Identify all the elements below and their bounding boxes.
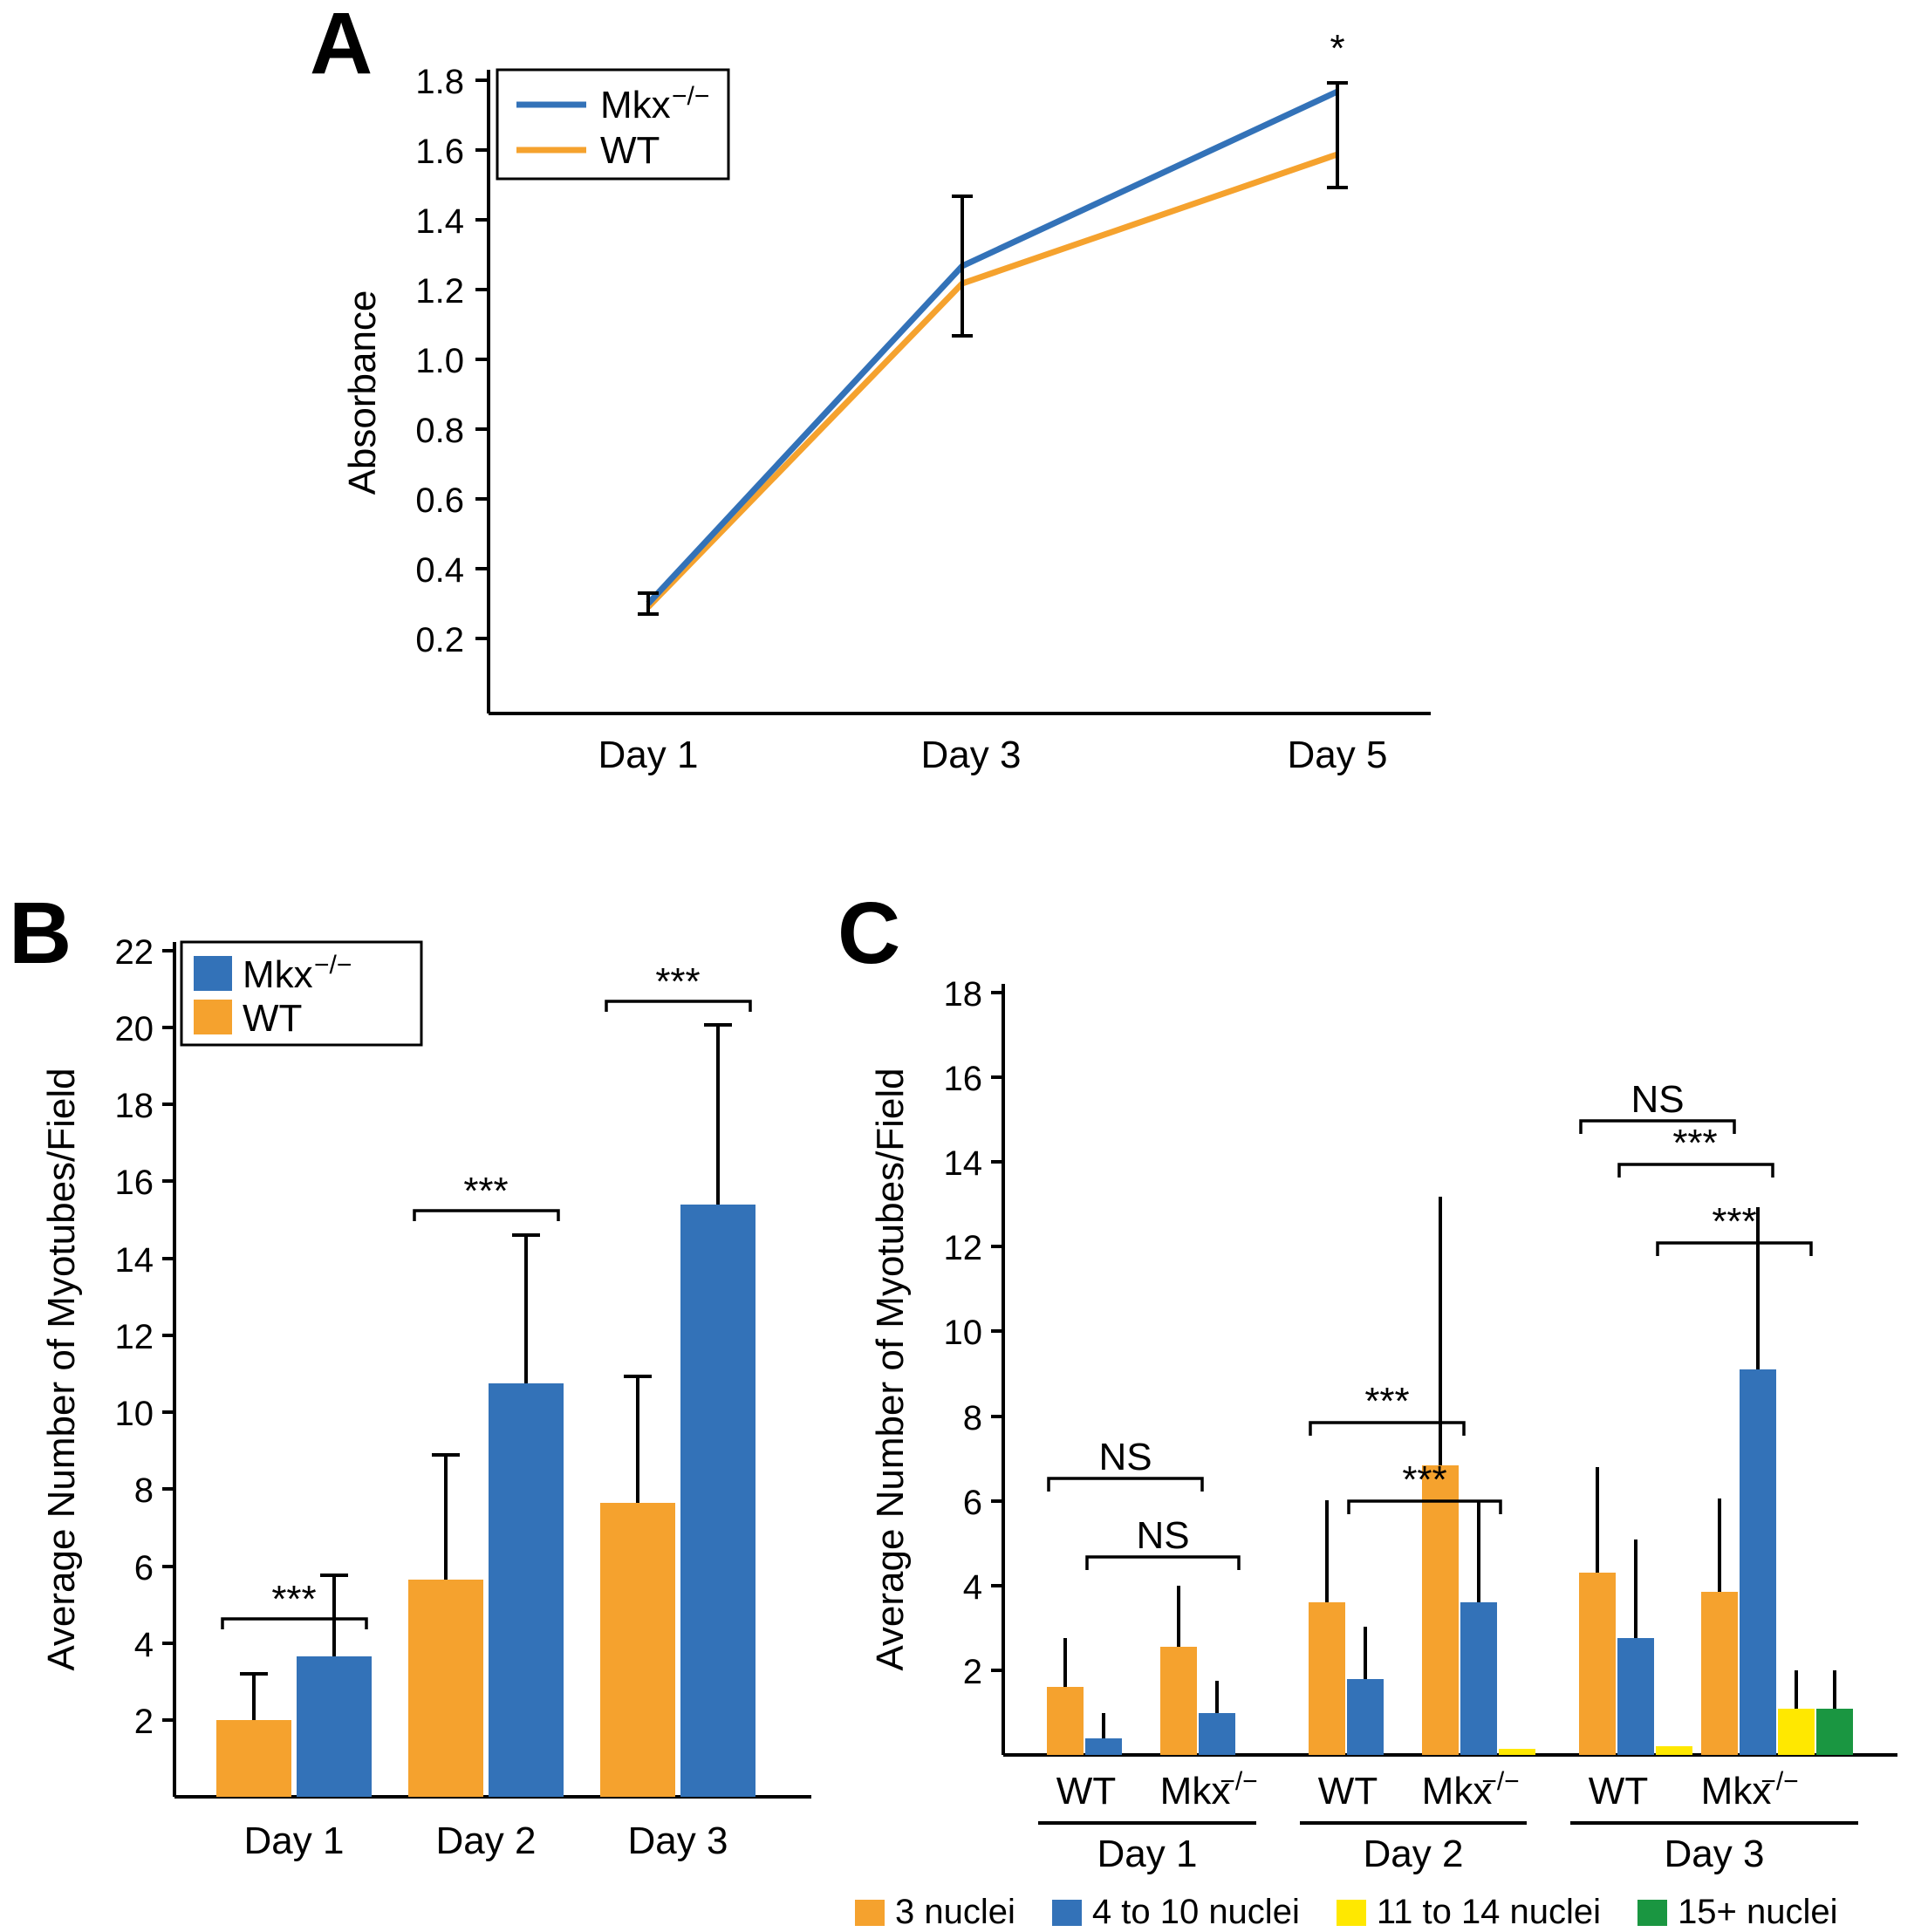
bar-mkx-day2 — [489, 1383, 564, 1797]
significance-bracket-d1-b — [1087, 1557, 1239, 1570]
x-tick-label: Day 2 — [435, 1819, 537, 1862]
y-tick-label: 12 — [114, 1318, 154, 1356]
legend-item-4to10 — [1052, 1893, 1300, 1932]
x-tick-label: Day 1 — [243, 1819, 345, 1862]
x-tick-label: Day 1 — [598, 734, 699, 776]
x-tick-label: Day 5 — [1287, 734, 1388, 776]
error-bar-mkx-day2 — [512, 1235, 540, 1383]
legend-label-mkx: Mkx — [600, 84, 671, 126]
panel-b-letter: B — [9, 884, 72, 982]
legend-label-15plus: 15+ nuclei — [1678, 1893, 1838, 1931]
legend — [181, 942, 421, 1045]
y-tick-label: 1.8 — [415, 63, 464, 101]
panel-c-chart — [829, 872, 1928, 1920]
legend-label-3nuclei: 3 nuclei — [895, 1893, 1015, 1931]
legend-label-mkx-sup: −/− — [672, 82, 710, 111]
legend-swatch-4to10 — [1052, 1900, 1082, 1926]
significance-label-d3-c: *** — [1712, 1200, 1757, 1243]
panel-a — [0, 0, 1483, 802]
y-tick-label: 10 — [114, 1395, 154, 1433]
y-tick-label: 8 — [962, 1399, 982, 1437]
legend-label-4to10: 4 to 10 nuclei — [1091, 1893, 1300, 1931]
bar-wt-day2 — [408, 1580, 483, 1797]
y-tick-label: 8 — [133, 1471, 154, 1510]
significance-bracket-d3-b — [1619, 1164, 1773, 1178]
bar-d2-wt-4to10 — [1347, 1679, 1384, 1755]
bar-d1-wt-3nuclei — [1047, 1687, 1084, 1755]
bar-mkx-day1 — [297, 1656, 372, 1797]
y-tick-group — [115, 933, 175, 1741]
y-tick-label: 2 — [962, 1653, 982, 1691]
panel-b-chart — [0, 872, 838, 1920]
genotype-label: Mkx — [1159, 1770, 1231, 1813]
y-tick-label: 1.6 — [415, 133, 464, 171]
group-label-day2: Day 2 — [1363, 1833, 1464, 1875]
significance-label-d1-a: NS — [1098, 1436, 1152, 1478]
legend-label-wt: WT — [243, 997, 303, 1040]
bar-d2-mkx-4to10 — [1460, 1602, 1497, 1755]
y-tick-label: 6 — [133, 1549, 154, 1587]
legend-item-15plus — [1637, 1893, 1837, 1932]
x-tick-label: Day 3 — [920, 734, 1022, 776]
significance-label-d2-a: *** — [1364, 1380, 1410, 1423]
panel-c-letter: C — [838, 884, 901, 982]
legend-label-mkx: Mkx — [243, 953, 313, 996]
significance-star: * — [1330, 27, 1345, 70]
bar-mkx-day3 — [680, 1205, 755, 1797]
legend-label-wt: WT — [600, 129, 660, 172]
legend-swatch-11to14 — [1337, 1900, 1366, 1926]
panel-a-chart — [0, 0, 1483, 802]
group-label-day1: Day 1 — [1097, 1833, 1198, 1875]
y-tick-label: 6 — [962, 1484, 982, 1522]
x-tick-label: Day 3 — [627, 1819, 728, 1862]
y-tick-label: 16 — [943, 1060, 982, 1098]
significance-bracket-d1-a — [1049, 1478, 1202, 1492]
y-tick-label: 1.2 — [415, 272, 464, 311]
y-tick-label: 14 — [943, 1144, 982, 1183]
panel-c — [829, 872, 1928, 1931]
y-tick-label: 0.4 — [415, 551, 464, 590]
legend-swatch-3nuclei — [855, 1900, 885, 1926]
error-bar-wt-day2 — [432, 1455, 460, 1580]
bar-d2-mkx-11to14 — [1499, 1749, 1535, 1755]
genotype-label: WT — [1588, 1770, 1649, 1813]
y-tick-label: 0.6 — [415, 481, 464, 520]
group-label-day3: Day 3 — [1664, 1833, 1765, 1875]
bar-d3-mkx-15plus — [1816, 1709, 1853, 1755]
y-tick-label: 22 — [114, 933, 154, 972]
y-tick-label: 4 — [962, 1568, 982, 1607]
y-tick-label: 10 — [943, 1314, 982, 1352]
legend-item-3nuclei — [855, 1893, 1015, 1932]
legend-swatch-mkx — [194, 956, 232, 991]
error-bar-mkx-day3 — [704, 1025, 732, 1205]
error-bar-mkx-day1 — [320, 1575, 348, 1656]
legend-label-mkx-sup: −/− — [314, 951, 352, 980]
bar-d3-wt-3nuclei — [1579, 1573, 1616, 1755]
genotype-label-sup: −/− — [1220, 1767, 1258, 1796]
legend-swatch-15plus — [1637, 1900, 1667, 1926]
y-axis-title: Absorbance — [341, 290, 384, 495]
bar-d1-mkx-4to10 — [1199, 1713, 1235, 1755]
significance-label-d2-b: *** — [1402, 1458, 1447, 1501]
y-tick-label: 12 — [943, 1229, 982, 1267]
error-bar-day5 — [1327, 83, 1348, 188]
legend-label-11to14: 11 to 14 nuclei — [1376, 1893, 1602, 1931]
y-axis-title: Average Number of Myotubes/Field — [869, 1068, 912, 1671]
bar-d1-wt-4to10 — [1085, 1738, 1122, 1755]
bar-wt-day1 — [216, 1720, 291, 1797]
genotype-label: WT — [1056, 1770, 1117, 1813]
genotype-label: Mkx — [1421, 1770, 1493, 1813]
legend — [497, 70, 728, 179]
y-tick-group — [944, 975, 1004, 1691]
y-axis-title: Average Number of Myotubes/Field — [40, 1068, 83, 1671]
significance-label-d3-b: *** — [1672, 1122, 1718, 1164]
significance-label-d3-a: NS — [1631, 1078, 1685, 1121]
y-tick-label: 4 — [133, 1626, 154, 1664]
legend-swatch-wt — [194, 1000, 232, 1034]
significance-label-day3: *** — [655, 960, 701, 1003]
genotype-label-sup: −/− — [1760, 1767, 1799, 1796]
y-tick-label: 1.0 — [415, 342, 464, 380]
significance-label-day2: *** — [463, 1170, 509, 1212]
legend-item-11to14 — [1337, 1893, 1601, 1932]
panel-a-letter: A — [310, 0, 373, 92]
bar-d3-mkx-3nuclei — [1701, 1592, 1738, 1755]
y-tick-label: 16 — [114, 1164, 154, 1202]
bar-d3-mkx-11to14 — [1778, 1709, 1815, 1755]
bar-d3-mkx-4to10 — [1740, 1369, 1776, 1755]
y-tick-label: 14 — [114, 1241, 154, 1280]
genotype-label: WT — [1317, 1770, 1378, 1813]
y-tick-label: 0.2 — [415, 621, 464, 659]
error-bar-wt-day1 — [240, 1674, 268, 1720]
significance-label-d1-b: NS — [1136, 1514, 1190, 1557]
y-tick-label: 18 — [114, 1087, 154, 1125]
series-wt-line — [648, 154, 1337, 607]
error-bar-wt-day3 — [624, 1376, 652, 1503]
error-bar-day3 — [952, 196, 973, 336]
bar-d3-wt-4to10 — [1617, 1638, 1654, 1755]
y-tick-label: 1.4 — [415, 202, 464, 241]
y-tick-label: 0.8 — [415, 412, 464, 450]
series-mkx-line — [648, 92, 1337, 604]
bar-d3-wt-11to14 — [1656, 1746, 1692, 1755]
genotype-label: Mkx — [1700, 1770, 1772, 1813]
y-tick-label: 2 — [133, 1703, 154, 1741]
bar-d2-mkx-3nuclei — [1422, 1465, 1459, 1755]
genotype-label-sup: −/− — [1481, 1767, 1520, 1796]
y-tick-group — [415, 63, 489, 659]
panel-c-legend — [829, 1893, 1928, 1932]
y-tick-label: 18 — [943, 975, 982, 1014]
bar-wt-day3 — [600, 1503, 675, 1797]
bar-d2-wt-3nuclei — [1309, 1602, 1345, 1755]
y-tick-label: 20 — [114, 1010, 154, 1048]
bar-d1-mkx-3nuclei — [1160, 1647, 1197, 1755]
significance-bracket-d3-c — [1658, 1243, 1811, 1256]
panel-b — [0, 872, 838, 1920]
significance-label-day1: *** — [271, 1578, 317, 1621]
